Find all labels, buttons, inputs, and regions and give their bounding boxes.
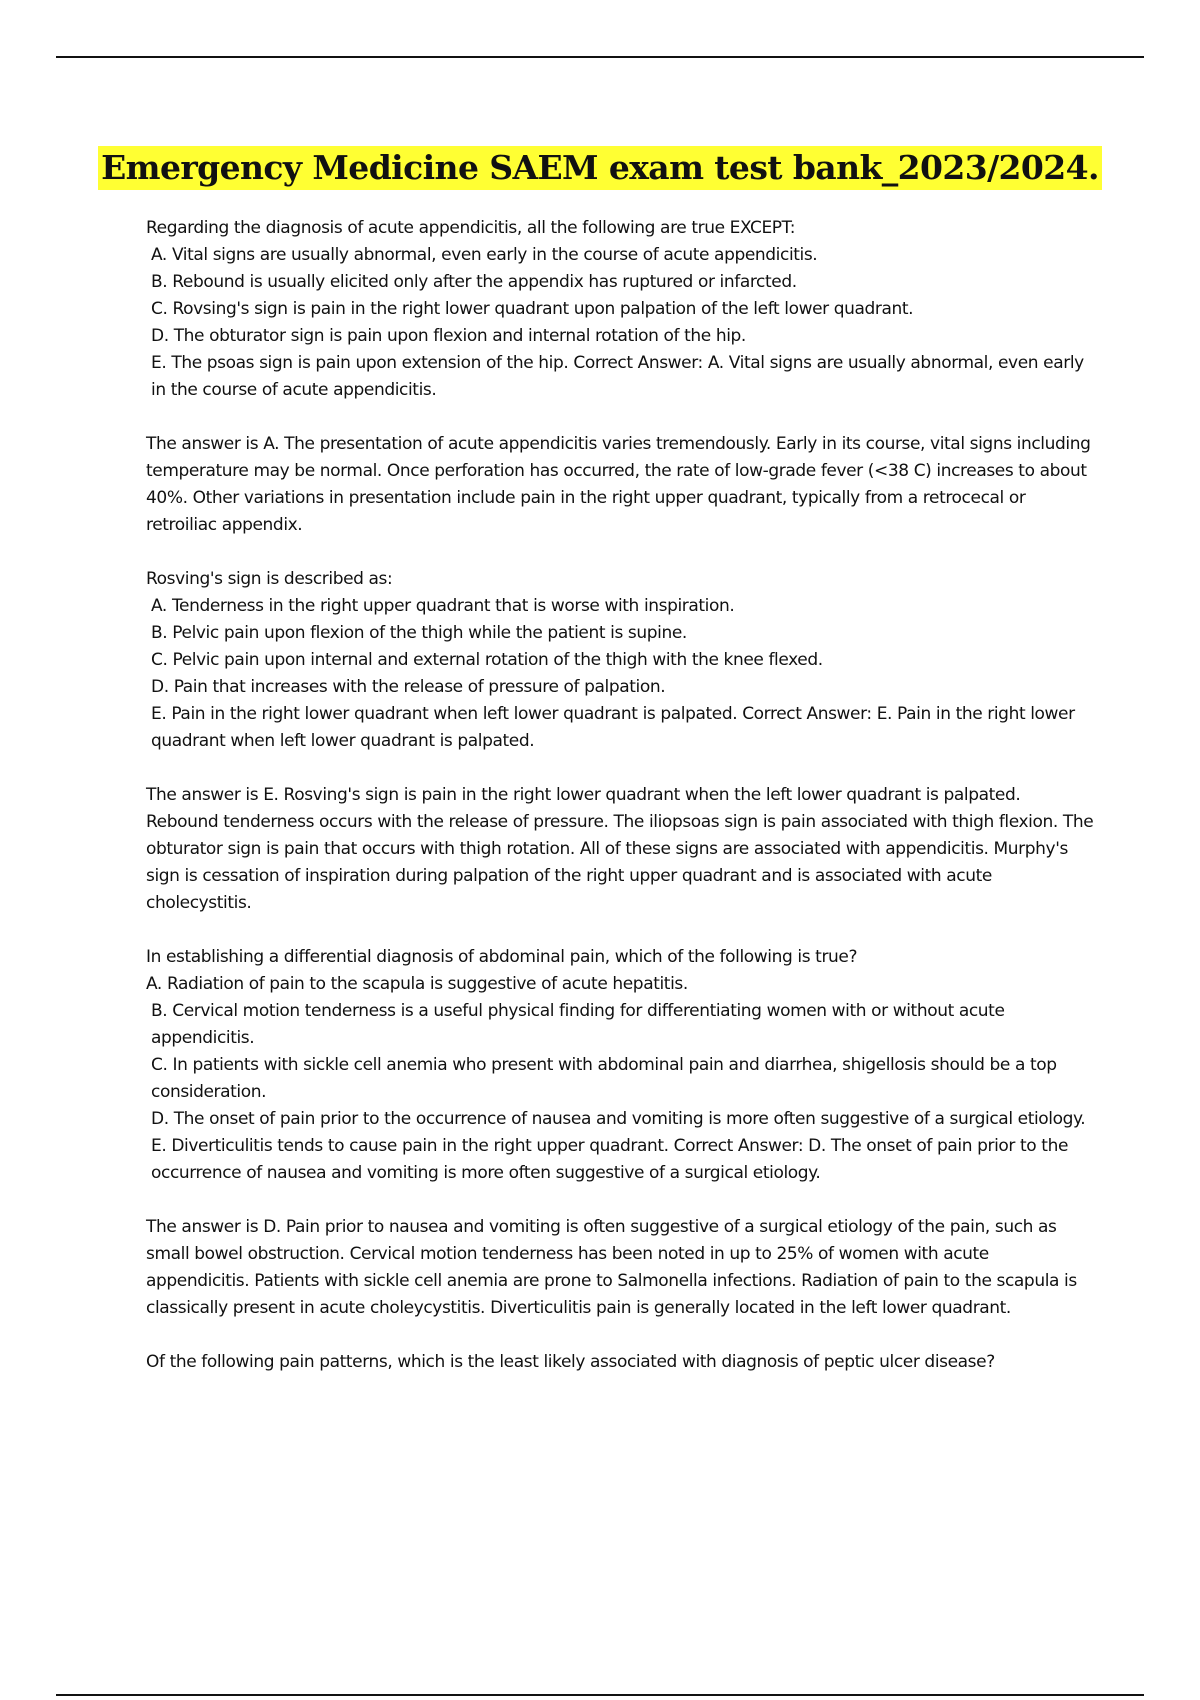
question-stem: Rosving's sign is described as: <box>146 569 393 589</box>
explanation-2 <box>146 782 1096 917</box>
option-c: C. Rovsing's sign is pain in the right lower quadrant upon palpation of the left lower quadrant. <box>151 299 914 319</box>
explanation-3 <box>146 1214 1096 1322</box>
option-a: A. Tenderness in the right upper quadrant that is worse with inspiration. <box>151 596 735 616</box>
option-d: D. Pain that increases with the release of pressure of palpation. <box>151 677 666 697</box>
document-title: Emergency Medicine SAEM exam test bank_2023/2024. <box>98 146 1102 190</box>
question-stem: In establishing a differential diagnosis of abdominal pain, which of the following is true? <box>146 947 858 967</box>
document-body <box>146 215 1096 1403</box>
option-d: D. The obturator sign is pain upon flexion and internal rotation of the hip. <box>151 326 746 346</box>
option-a: A. Vital signs are usually abnormal, even early in the course of acute appendicitis. <box>151 245 818 265</box>
explanation-text: The answer is D. Pain prior to nausea and vomiting is often suggestive of a surgical etiology of the pain, such as small bowel obstruction. Cervical motion tenderness has been noted in up to 25% of women with acute appendicitis. Patients with sickle cell anemia are prone to Salmonella infections. Radiation of pain to the scapula is classically present in acute choleycystitis. Diverticulitis pain is generally located in the left lower quadrant. <box>146 1217 1077 1318</box>
bottom-rule <box>56 1694 1144 1696</box>
question-1 <box>146 215 1096 404</box>
option-b: B. Pelvic pain upon flexion of the thigh while the patient is supine. <box>151 623 687 643</box>
option-c: C. Pelvic pain upon internal and external rotation of the thigh with the knee flexed. <box>151 650 823 670</box>
question-2 <box>146 566 1096 755</box>
explanation-text: The answer is A. The presentation of acute appendicitis varies tremendously. Early in its course, vital signs including temperature may be normal. Once perforation has occurred, the rate of low-grade fever (<38 C) increases to about 40%. Other variations in presentation include pain in the right upper quadrant, typically from a retrocecal or retroiliac appendix. <box>146 434 1091 535</box>
option-b: B. Cervical motion tenderness is a useful physical finding for differentiating women with or without acute appendicitis. <box>151 1001 1005 1048</box>
option-e-with-answer: E. Pain in the right lower quadrant when left lower quadrant is palpated. Correct Answer: E. Pain in the right lower quadrant when left lower quadrant is palpated. <box>151 704 1075 751</box>
explanation-1 <box>146 431 1096 539</box>
option-e-with-answer: E. The psoas sign is pain upon extension of the hip. Correct Answer: A. Vital signs are usually abnormal, even early in the course of acute appendicitis. <box>151 353 1084 400</box>
option-a: A. Radiation of pain to the scapula is suggestive of acute hepatitis. <box>146 974 688 994</box>
option-c: C. In patients with sickle cell anemia who present with abdominal pain and diarrhea, shigellosis should be a top consideration. <box>151 1055 1057 1102</box>
question-stem: Regarding the diagnosis of acute appendicitis, all the following are true EXCEPT: <box>146 218 796 238</box>
explanation-text: The answer is E. Rosving's sign is pain in the right lower quadrant when the left lower quadrant is palpated. Rebound tenderness occurs with the release of pressure. The iliopsoas sign is pain associated with thigh flexion. The obturator sign is pain that occurs with thigh rotation. All of these signs are associated with appendicitis. Murphy's sign is cessation of inspiration during palpation of the right upper quadrant and is associated with acute cholecystitis. <box>146 785 1094 913</box>
option-e-with-answer: E. Diverticulitis tends to cause pain in the right upper quadrant. Correct Answer: D. The onset of pain prior to the occurrence of nausea and vomiting is more often suggestive of a surgical etiology. <box>151 1136 1068 1183</box>
question-stem: Of the following pain patterns, which is the least likely associated with diagnosis of peptic ulcer disease? <box>146 1352 995 1372</box>
title-container <box>0 146 1200 190</box>
top-rule <box>56 56 1144 58</box>
option-b: B. Rebound is usually elicited only after the appendix has ruptured or infarcted. <box>151 272 797 292</box>
question-4 <box>146 1349 1096 1376</box>
option-d: D. The onset of pain prior to the occurrence of nausea and vomiting is more often suggestive of a surgical etiology. <box>151 1109 1086 1129</box>
question-3 <box>146 944 1096 1187</box>
